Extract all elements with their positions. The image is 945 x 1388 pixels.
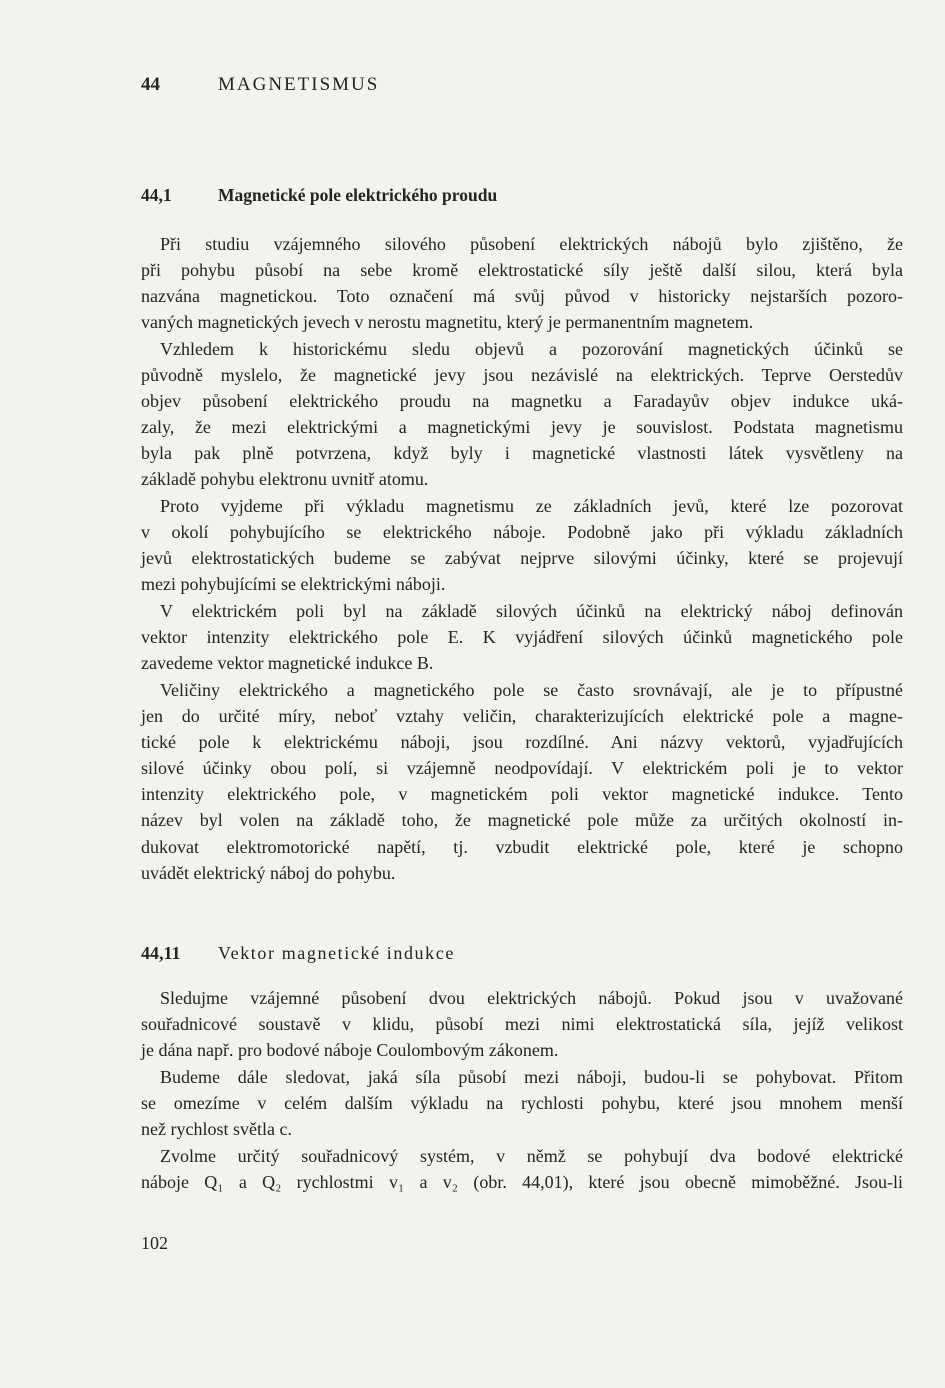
text-line: intenzity elektrického pole, v magnetickém poli vektor magnetické indukce. Tento <box>141 784 903 805</box>
paragraph <box>141 1143 903 1195</box>
paragraph <box>141 677 903 886</box>
paragraph <box>141 493 903 597</box>
paragraph <box>141 598 903 676</box>
chapter-title: MAGNETISMUS <box>218 74 380 95</box>
paragraph <box>141 985 903 1063</box>
text-line: jevů elektrostatických budeme se zabývat nejprve silovými účinky, které se projevují <box>141 548 903 569</box>
text-line: Při studiu vzájemného silového působení elektrických nábojů bylo zjištěno, že <box>160 234 903 254</box>
text-line: nazvána magnetickou. Toto označení má svůj původ v historicky nejstarších pozoro- <box>141 286 903 307</box>
text-line: název byl volen na základě toho, že magnetické pole může za určitých okolností in- <box>141 810 903 831</box>
text-line: než rychlost světla c. <box>141 1119 292 1140</box>
text-line: tické pole k elektrickému náboji, jsou rozdílné. Ani názvy vektorů, vyjadřujících <box>141 732 903 753</box>
section-heading-44-1 <box>141 185 498 206</box>
text-line: Vzhledem k historickému sledu objevů a pozorování magnetických účinků se <box>160 339 903 359</box>
text-line: Veličiny elektrického a magnetického pole se často srovnávají, ale je to přípustné <box>160 680 903 700</box>
chapter-number: 44 <box>141 74 160 95</box>
text-line: Sledujme vzájemné působení dvou elektrických nábojů. Pokud jsou v uvažované <box>160 988 903 1008</box>
text-line: silové účinky obou polí, si vzájemně neodpovídají. V elektrickém poli je to vektor <box>141 758 903 779</box>
text-line: uvádět elektrický náboj do pohybu. <box>141 862 396 883</box>
text-line: byla pak plně potvrzena, když byly i magnetické vlastnosti látek vysvětleny na <box>141 443 903 464</box>
section-title: Vektor magnetické indukce <box>218 943 455 963</box>
text-line: Proto vyjdeme při výkladu magnetismu ze základních jevů, které lze pozorovat <box>160 496 903 516</box>
chapter-header <box>141 74 380 96</box>
text-line: objev působení elektrického proudu na magnetku a Faradayův objev indukce uká- <box>141 391 903 412</box>
paragraph <box>141 231 903 335</box>
text-line: mezi pohybujícími se elektrickými náboji. <box>141 574 446 595</box>
section-number: 44,1 <box>141 185 172 205</box>
text-line: náboje Q₁ a Q₂ rychlostmi v₁ a v₂ (obr. 44,01), které jsou obecně mimoběžné. Jsou-li <box>141 1172 903 1193</box>
text-line: dukovat elektromotorické napětí, tj. vzbudit elektrické pole, které je schopno <box>141 836 903 857</box>
text-line: vaných magnetických jevech v nerostu magnetitu, který je permanentním magnetem. <box>141 312 754 333</box>
page-number: 102 <box>141 1233 168 1253</box>
section-title: Magnetické pole elektrického proudu <box>218 185 498 205</box>
section-number: 44,11 <box>141 943 181 963</box>
section-heading-44-11 <box>141 943 455 964</box>
text-line: zavedeme vektor magnetické indukce B. <box>141 653 434 674</box>
text-line: základě pohybu elektronu uvnitř atomu. <box>141 469 429 490</box>
text-line: je dána např. pro bodové náboje Coulombovým zákonem. <box>141 1040 559 1061</box>
text-line: původně myslelo, že magnetické jevy jsou nezávislé na elektrických. Teprve Oerstedův <box>141 365 903 386</box>
paragraph <box>141 1064 903 1142</box>
text-line: Budeme dále sledovat, jaká síla působí mezi náboji, budou-li se pohybovat. Přitom <box>160 1067 903 1087</box>
text-line: při pohybu působí na sebe kromě elektrostatické síly ještě další silou, která byla <box>141 260 903 281</box>
text-line: zaly, že mezi elektrickými a magnetickými jevy je souvislost. Podstata magnetismu <box>141 417 903 438</box>
text-line: V elektrickém poli byl na základě silových účinků na elektrický náboj definován <box>160 601 903 621</box>
text-line: v okolí pohybujícího se elektrického náboje. Podobně jako při výkladu základních <box>141 522 903 543</box>
text-line: jen do určité míry, neboť vztahy veličin, charakterizujících elektrické pole a magne- <box>141 706 903 727</box>
text-line: Zvolme určitý souřadnicový systém, v němž se pohybují dva bodové elektrické <box>160 1146 903 1166</box>
text-line: souřadnicové soustavě v klidu, působí mezi nimi elektrostatická síla, jejíž velikost <box>141 1014 903 1035</box>
text-line: se omezíme v celém dalším výkladu na rychlosti pohybu, které jsou mnohem menší <box>141 1093 903 1114</box>
text-line: vektor intenzity elektrického pole E. K vyjádření silových účinků magnetického pole <box>141 627 903 648</box>
paragraph <box>141 336 903 493</box>
